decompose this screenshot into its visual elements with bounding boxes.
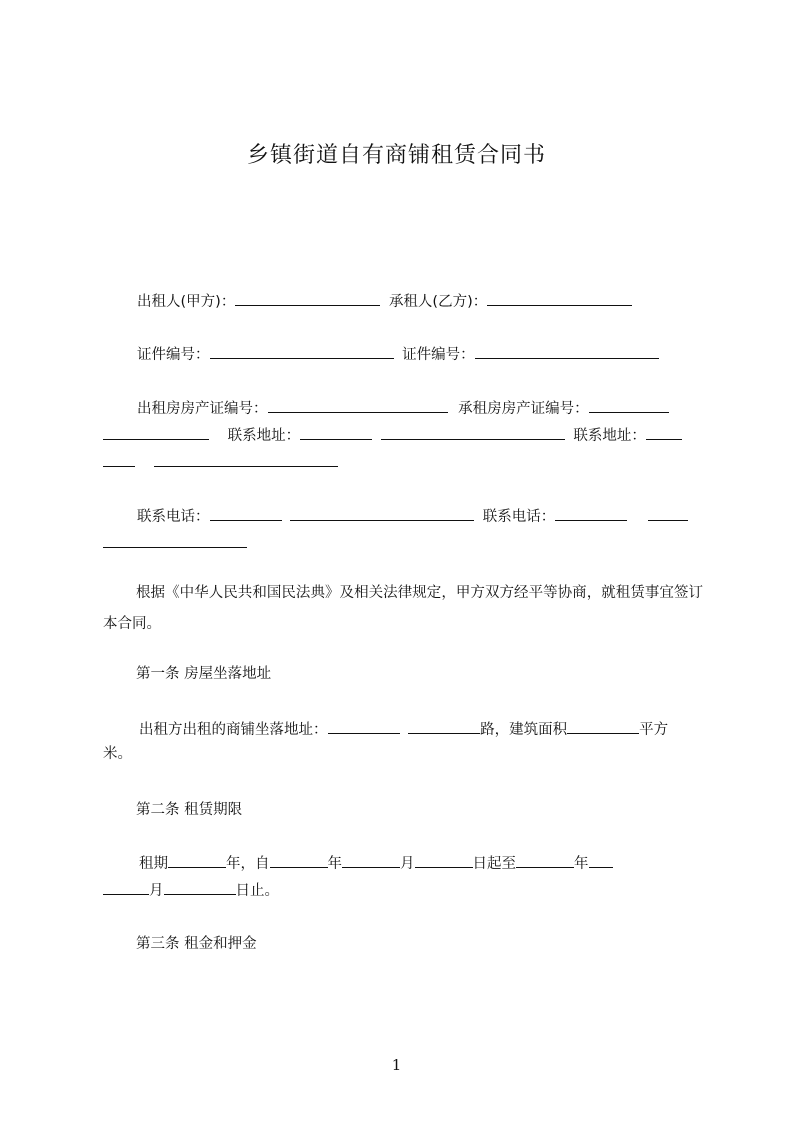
start-month-blank[interactable] — [342, 853, 400, 868]
lessee-address-blank-c[interactable] — [154, 452, 338, 467]
cert-row-3 — [103, 452, 703, 473]
term-years-blank[interactable] — [168, 853, 226, 868]
article-1-heading: 第一条 房屋坐落地址 — [136, 666, 272, 682]
article-1-area-label: 路，建筑面积 — [480, 722, 568, 738]
article-1-unit-b: 米。 — [103, 746, 132, 762]
article-2-line-2 — [103, 880, 703, 901]
party-names-row — [137, 291, 737, 312]
lessee-id-label: 证件编号： — [402, 347, 475, 363]
lessor-phone-blank-b[interactable] — [290, 506, 474, 521]
lessor-phone-label: 联系电话： — [137, 509, 210, 525]
lessor-id-blank[interactable] — [210, 344, 394, 359]
lessee-address-label: 联系地址： — [573, 428, 646, 444]
end-month-blank-a[interactable] — [589, 853, 613, 868]
area-blank[interactable] — [567, 719, 639, 734]
term-from-label: 年，自 — [226, 856, 270, 872]
lessor-label: 出租人(甲方)： — [137, 294, 236, 310]
lessor-cert-blank[interactable] — [268, 398, 448, 413]
lessor-address-label: 联系地址： — [227, 428, 301, 444]
phone-row-2 — [103, 533, 703, 554]
lessee-address-blank-a[interactable] — [646, 425, 682, 440]
lessee-blank[interactable] — [487, 291, 632, 306]
phone-row-1 — [137, 506, 737, 527]
end-year-blank[interactable] — [516, 853, 574, 868]
article-1-address-label: 出租方出租的商铺坐落地址： — [139, 722, 328, 738]
lessee-phone-blank-b[interactable] — [648, 506, 688, 521]
end-month-blank-b[interactable] — [103, 880, 149, 895]
start-day-label: 日起至 — [472, 856, 516, 872]
lessee-phone-label: 联系电话： — [482, 509, 556, 525]
article-2-heading: 第二条 租赁期限 — [136, 802, 243, 818]
start-year-blank[interactable] — [270, 853, 328, 868]
cert-row-1 — [137, 398, 737, 419]
lessee-address-blank-b[interactable] — [103, 452, 135, 467]
end-year-label: 年 — [574, 856, 589, 872]
lessor-address-blank-b[interactable] — [381, 425, 565, 440]
lessee-cert-blank-a[interactable] — [589, 398, 669, 413]
lessee-label: 承租人(乙方)： — [388, 294, 488, 310]
cert-row-2 — [103, 425, 703, 446]
lessee-id-blank[interactable] — [475, 344, 659, 359]
contract-title: 乡镇街道自有商铺租赁合同书 — [246, 143, 546, 168]
lessor-cert-label: 出租房房产证编号： — [137, 401, 268, 417]
start-day-blank[interactable] — [415, 853, 473, 868]
end-day-label: 日止。 — [235, 883, 279, 899]
lessor-blank[interactable] — [235, 291, 380, 306]
article-1-line-2 — [103, 744, 703, 764]
start-year-label: 年 — [327, 856, 342, 872]
start-month-label: 月 — [400, 856, 415, 872]
lessee-cert-blank-b[interactable] — [103, 425, 209, 440]
lessee-cert-label: 承租房房产证编号： — [458, 401, 589, 417]
shop-address-blank-b[interactable] — [408, 719, 480, 734]
lessee-phone-blank-a[interactable] — [555, 506, 627, 521]
lessor-id-label: 证件编号： — [137, 347, 210, 363]
term-label: 租期 — [139, 856, 168, 872]
page-number: 1 — [391, 1056, 402, 1074]
article-2-line-1 — [139, 853, 739, 874]
lessor-phone-blank-a[interactable] — [210, 506, 282, 521]
lessee-phone-blank-c[interactable] — [103, 533, 247, 548]
article-1-unit-a: 平方 — [639, 722, 669, 738]
shop-address-blank-a[interactable] — [328, 719, 400, 734]
article-3-heading: 第三条 租金和押金 — [136, 936, 257, 952]
end-month-label: 月 — [149, 883, 164, 899]
article-1-line-1 — [139, 719, 739, 740]
id-numbers-row — [137, 344, 737, 365]
intro-paragraph: 根据《中华人民共和国民法典》及相关法律规定，甲方双方经平等协商，就租赁事宜签订本合同。 — [103, 585, 703, 632]
end-day-blank[interactable] — [164, 880, 236, 895]
lessor-address-blank-a[interactable] — [300, 425, 372, 440]
